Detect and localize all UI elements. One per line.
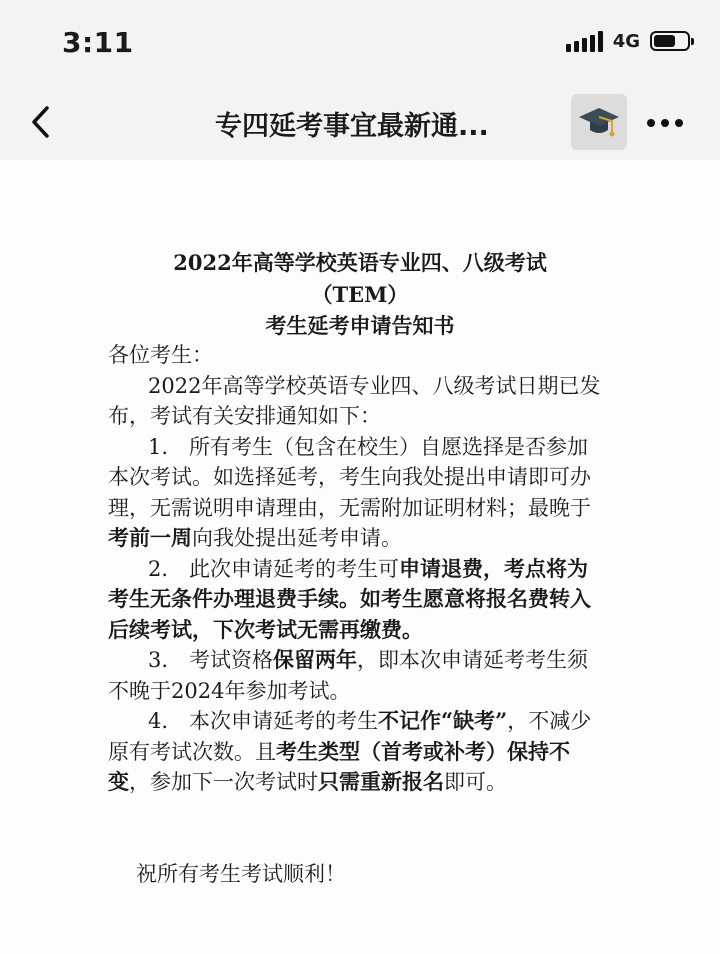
- more-dot: [647, 119, 655, 127]
- doc-body: [108, 340, 608, 889]
- item-4: 4. 本次申请延考的考生不记作“缺考”，不减少原有考试次数。且考生类型（首考或补考）保持不变，参加下一次考试时只需重新报名即可。: [108, 708, 592, 794]
- back-button[interactable]: [20, 98, 60, 146]
- doc-title-line1: 2022年高等学校英语专业四、八级考试: [173, 250, 547, 275]
- account-avatar[interactable]: [571, 94, 627, 150]
- status-indicators: [566, 30, 690, 52]
- intro-paragraph: 2022年高等学校英语专业四、八级考试日期已发布，考试有关安排通知如下：: [108, 373, 601, 428]
- signal-icon: [566, 30, 603, 52]
- doc-title-line2: （TEM）: [311, 282, 409, 307]
- item-2: 2. 此次申请延考的考生可申请退费，考点将为考生无条件办理退费手续。如考生愿意将报名费转入后续考试，下次考试无需再缴费。: [108, 555, 591, 642]
- network-type: 4G: [612, 30, 640, 52]
- more-dot: [661, 119, 669, 127]
- closing-line: 祝所有考生考试顺利！: [136, 861, 346, 886]
- battery-icon: [650, 31, 690, 51]
- more-dot: [675, 119, 683, 127]
- item-1: 1. 所有考生（包含在校生）自愿选择是否参加本次考试。如选择延考，考生向我处提出申请即可办理，无需说明申请理由，无需附加证明材料；最晚于考前一周向我处提出延考申请。: [108, 434, 591, 550]
- nav-bar: [0, 86, 720, 160]
- notice-document: [0, 160, 720, 954]
- status-bar: [0, 0, 720, 86]
- item-3: 3. 考试资格保留两年，即本次申请延考考生须不晚于2024年参加考试。: [108, 647, 589, 703]
- chevron-left-icon: [29, 105, 51, 139]
- greeting: 各位考生：: [108, 343, 213, 367]
- doc-title-line3: 考生延考申请告知书: [265, 313, 455, 338]
- status-time: 3:11: [62, 26, 134, 59]
- graduation-cap-icon: [576, 99, 622, 145]
- page-title: 专四延考事宜最新通...: [215, 111, 489, 142]
- more-button[interactable]: [640, 106, 690, 140]
